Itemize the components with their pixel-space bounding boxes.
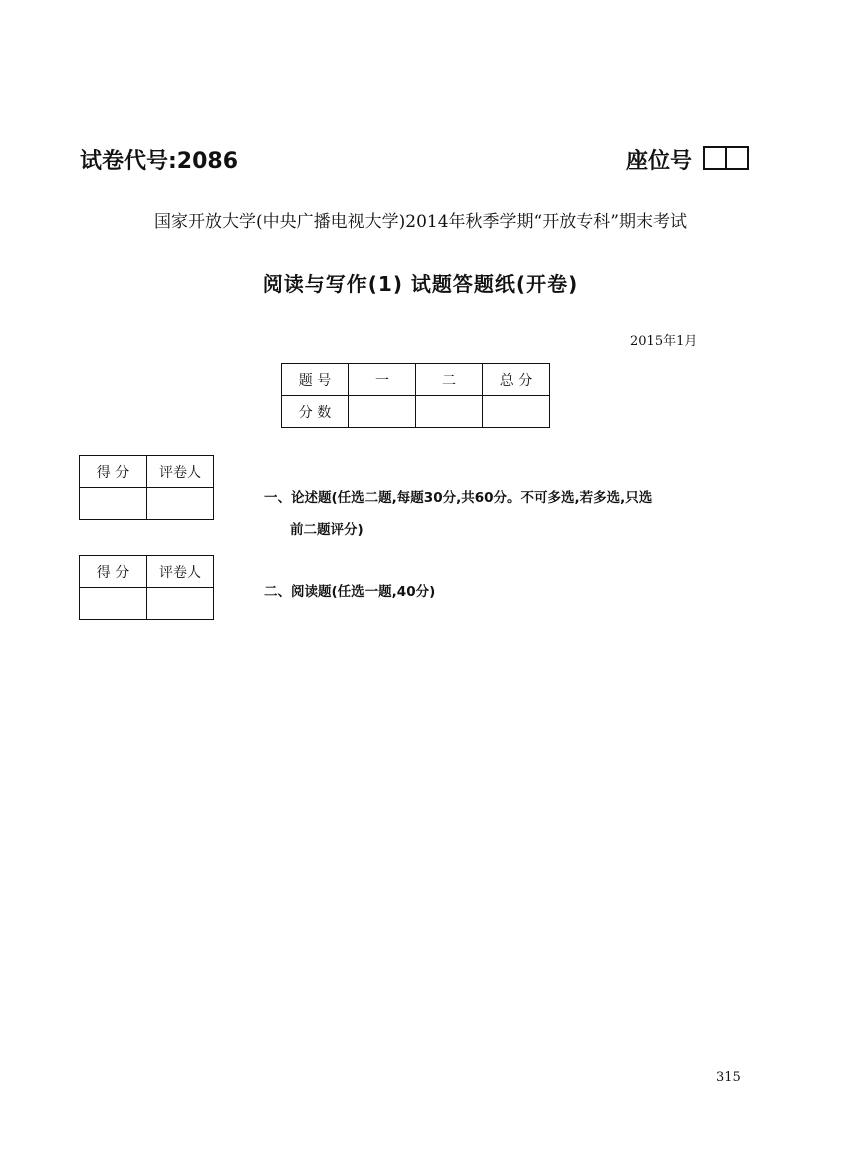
exam-title: 阅读与写作(1) 试题答题纸(开卷) [262, 272, 579, 296]
grader-entry-cell[interactable] [147, 588, 214, 620]
paper-code: 试卷代号:2086 [80, 149, 239, 174]
score-label: 得 分 [80, 556, 147, 588]
header-part-2: 二 [416, 364, 483, 396]
score-entry-cell[interactable] [80, 488, 147, 520]
header-question-number: 题 号 [282, 364, 349, 396]
score-cell-part-1[interactable] [349, 396, 416, 428]
grader-box-section-2 [79, 555, 214, 620]
seat-number-boxes[interactable] [703, 146, 749, 170]
score-cell-total[interactable] [483, 396, 550, 428]
grader-label: 评卷人 [147, 556, 214, 588]
exam-date: 2015年1月 [630, 334, 698, 349]
section-1-line-1: 一、论述题(任选二题,每题30分,共60分。不可多选,若多选,只选 [264, 490, 653, 506]
score-table-score-row [282, 396, 550, 428]
grader-box-section-1 [79, 455, 214, 520]
score-cell-part-2[interactable] [416, 396, 483, 428]
section-1-line-2: 前二题评分) [290, 522, 364, 538]
section-2-heading: 二、阅读题(任选一题,40分) [264, 584, 436, 600]
header-total: 总 分 [483, 364, 550, 396]
score-summary-table [281, 363, 550, 428]
university-exam-line: 国家开放大学(中央广播电视大学)2014年秋季学期“开放专科”期末考试 [154, 212, 687, 232]
seat-number-label: 座位号 [626, 149, 693, 174]
score-row-label: 分 数 [282, 396, 349, 428]
section-1-heading [264, 482, 764, 546]
grader-entry-cell[interactable] [147, 488, 214, 520]
score-label: 得 分 [80, 456, 147, 488]
page-number: 315 [716, 1070, 741, 1085]
header-part-1: 一 [349, 364, 416, 396]
score-table-header-row [282, 364, 550, 396]
grader-label: 评卷人 [147, 456, 214, 488]
score-entry-cell[interactable] [80, 588, 147, 620]
